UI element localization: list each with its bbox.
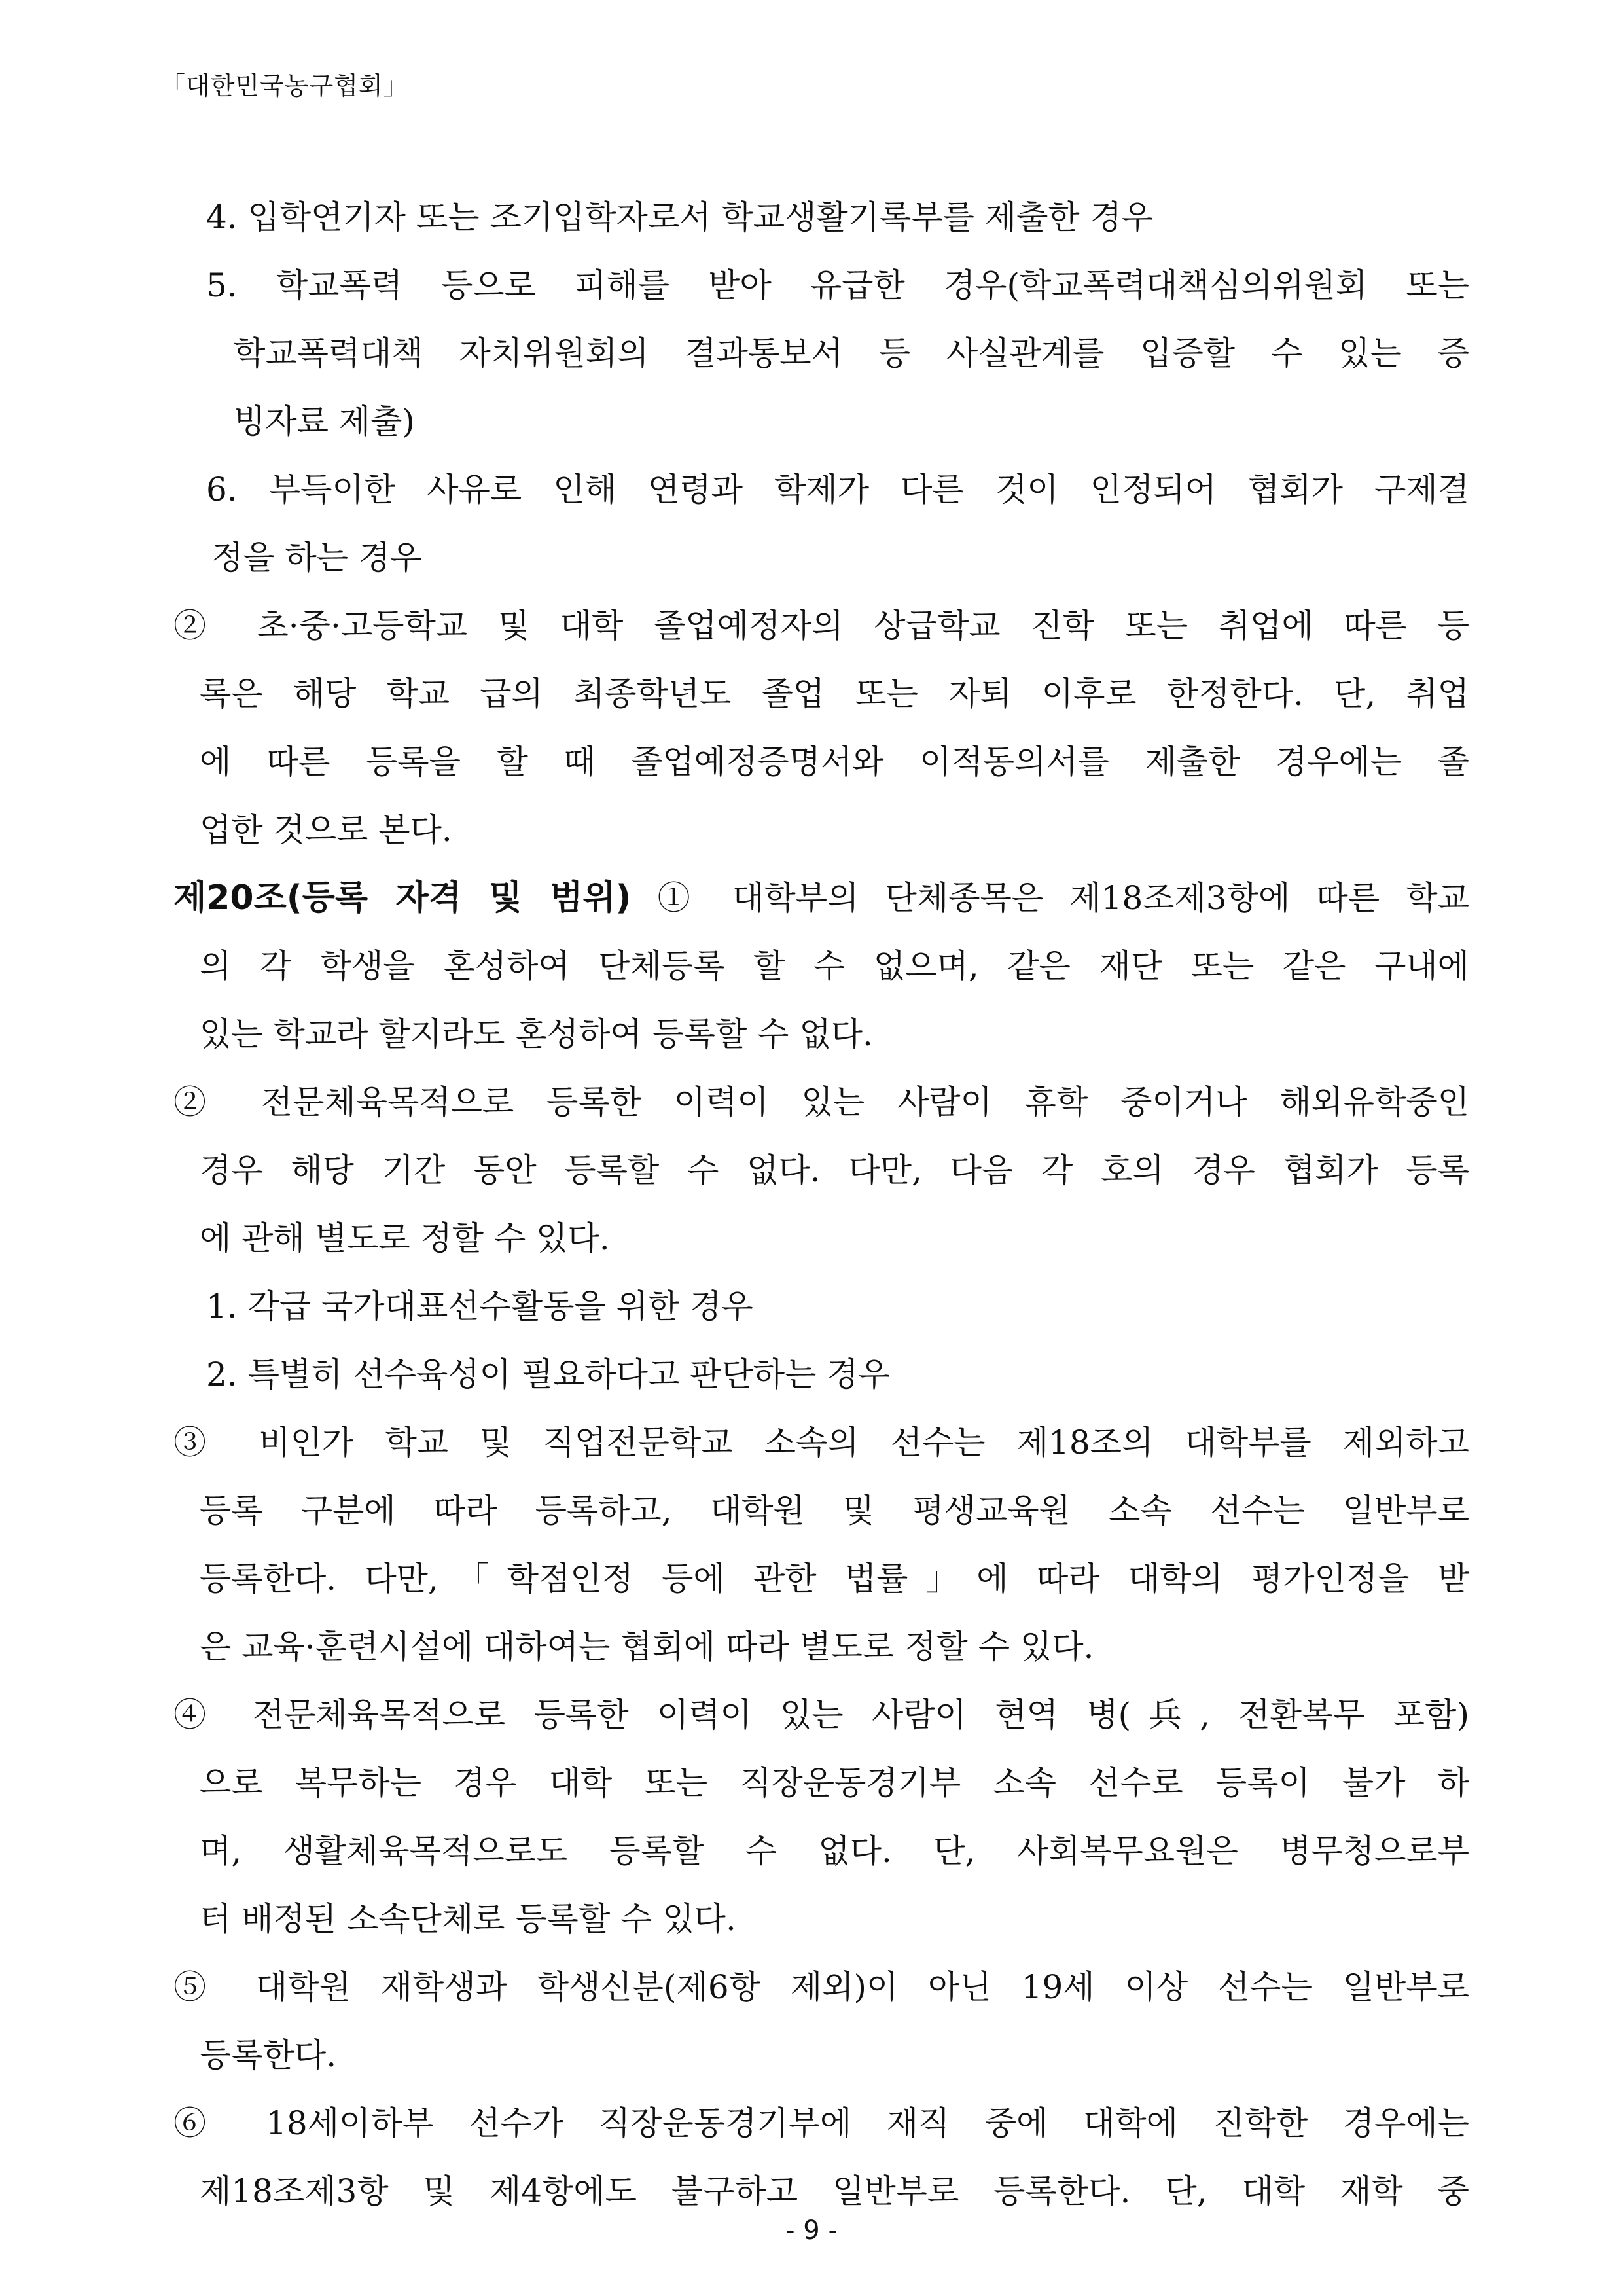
text-line: ③ 비인가 학교 및 직업전문학교 소속의 선수는 제18조의 대학부를 제외하고	[173, 1424, 1469, 1462]
text-line: 터 배정된 소속단체로 등록할 수 있다.	[200, 1900, 736, 1938]
text-line: 며, 생활체육목적으로도 등록할 수 없다. 단, 사회복무요원은 병무청으로부	[200, 1832, 1469, 1870]
text-line: 6. 부득이한 사유로 인해 연령과 학제가 다른 것이 인정되어 협회가 구제결	[206, 471, 1469, 509]
article-title: 제20조(등록 자격 및 범위)	[173, 878, 632, 918]
text-line: 등록한다. 다만,「학점인정 등에 관한 법률」에 따라 대학의 평가인정을 받	[200, 1560, 1469, 1598]
text-line: 제18조제3항 및 제4항에도 불구하고 일반부로 등록한다. 단, 대학 재학 중	[200, 2172, 1469, 2210]
text-line: ⑤ 대학원 재학생과 학생신분(제6항 제외)이 아닌 19세 이상 선수는 일반부로	[173, 1968, 1469, 2006]
text-line: 록은 해당 학교 급의 최종학년도 졸업 또는 자퇴 이후로 한정한다. 단, 취업	[200, 675, 1469, 713]
document-body	[173, 183, 1469, 2225]
text-line: 업한 것으로 본다.	[200, 811, 452, 849]
text-line: 5. 학교폭력 등으로 피해를 받아 유급한 경우(학교폭력대책심의위원회 또는	[206, 266, 1469, 304]
page-number: - 9 -	[785, 2215, 838, 2246]
text-line: ④ 전문체육목적으로 등록한 이력이 있는 사람이 현역 병(兵, 전환복무 포함)	[173, 1696, 1469, 1734]
text-line: 2. 특별히 선수육성이 필요하다고 판단하는 경우	[206, 1355, 890, 1393]
text-line: 1. 각급 국가대표선수활동을 위한 경우	[206, 1287, 753, 1325]
text-line: 있는 학교라 할지라도 혼성하여 등록할 수 없다.	[200, 1015, 873, 1053]
article-line	[173, 864, 1469, 932]
text-line: 에 따른 등록을 할 때 졸업예정증명서와 이적동의서를 제출한 경우에는 졸	[200, 743, 1469, 781]
article-text: ① 대학부의 단체종목은 제18조제3항에 따른 학교	[631, 879, 1469, 917]
text-line: 으로 복무하는 경우 대학 또는 직장운동경기부 소속 선수로 등록이 불가 하	[200, 1764, 1469, 1802]
text-line: 의 각 학생을 혼성하여 단체등록 할 수 없으며, 같은 재단 또는 같은 구내에	[200, 947, 1469, 985]
text-line: 빙자료 제출)	[234, 403, 415, 440]
text-line: 4. 입학연기자 또는 조기입학자로서 학교생활기록부를 제출한 경우	[206, 198, 1154, 236]
text-line: 에 관해 별도로 정할 수 있다.	[200, 1219, 610, 1257]
text-line: ② 초·중·고등학교 및 대학 졸업예정자의 상급학교 진학 또는 취업에 따른 등	[173, 607, 1469, 645]
text-line: 등록 구분에 따라 등록하고, 대학원 및 평생교육원 소속 선수는 일반부로	[200, 1492, 1469, 1530]
text-line: ② 전문체육목적으로 등록한 이력이 있는 사람이 휴학 중이거나 해외유학중인	[173, 1083, 1469, 1121]
text-line: 정을 하는 경우	[211, 539, 422, 577]
text-line: 은 교육·훈련시설에 대하여는 협회에 따라 별도로 정할 수 있다.	[200, 1628, 1094, 1666]
text-line: ⑥ 18세이하부 선수가 직장운동경기부에 재직 중에 대학에 진학한 경우에는	[173, 2104, 1469, 2142]
running-header: 「대한민국농구협회」	[160, 71, 409, 100]
text-line: 학교폭력대책 자치위원회의 결과통보서 등 사실관계를 입증할 수 있는 증	[234, 334, 1469, 372]
text-line: 등록한다.	[200, 2036, 337, 2074]
text-line: 경우 해당 기간 동안 등록할 수 없다. 다만, 다음 각 호의 경우 협회가 등록	[200, 1151, 1469, 1189]
